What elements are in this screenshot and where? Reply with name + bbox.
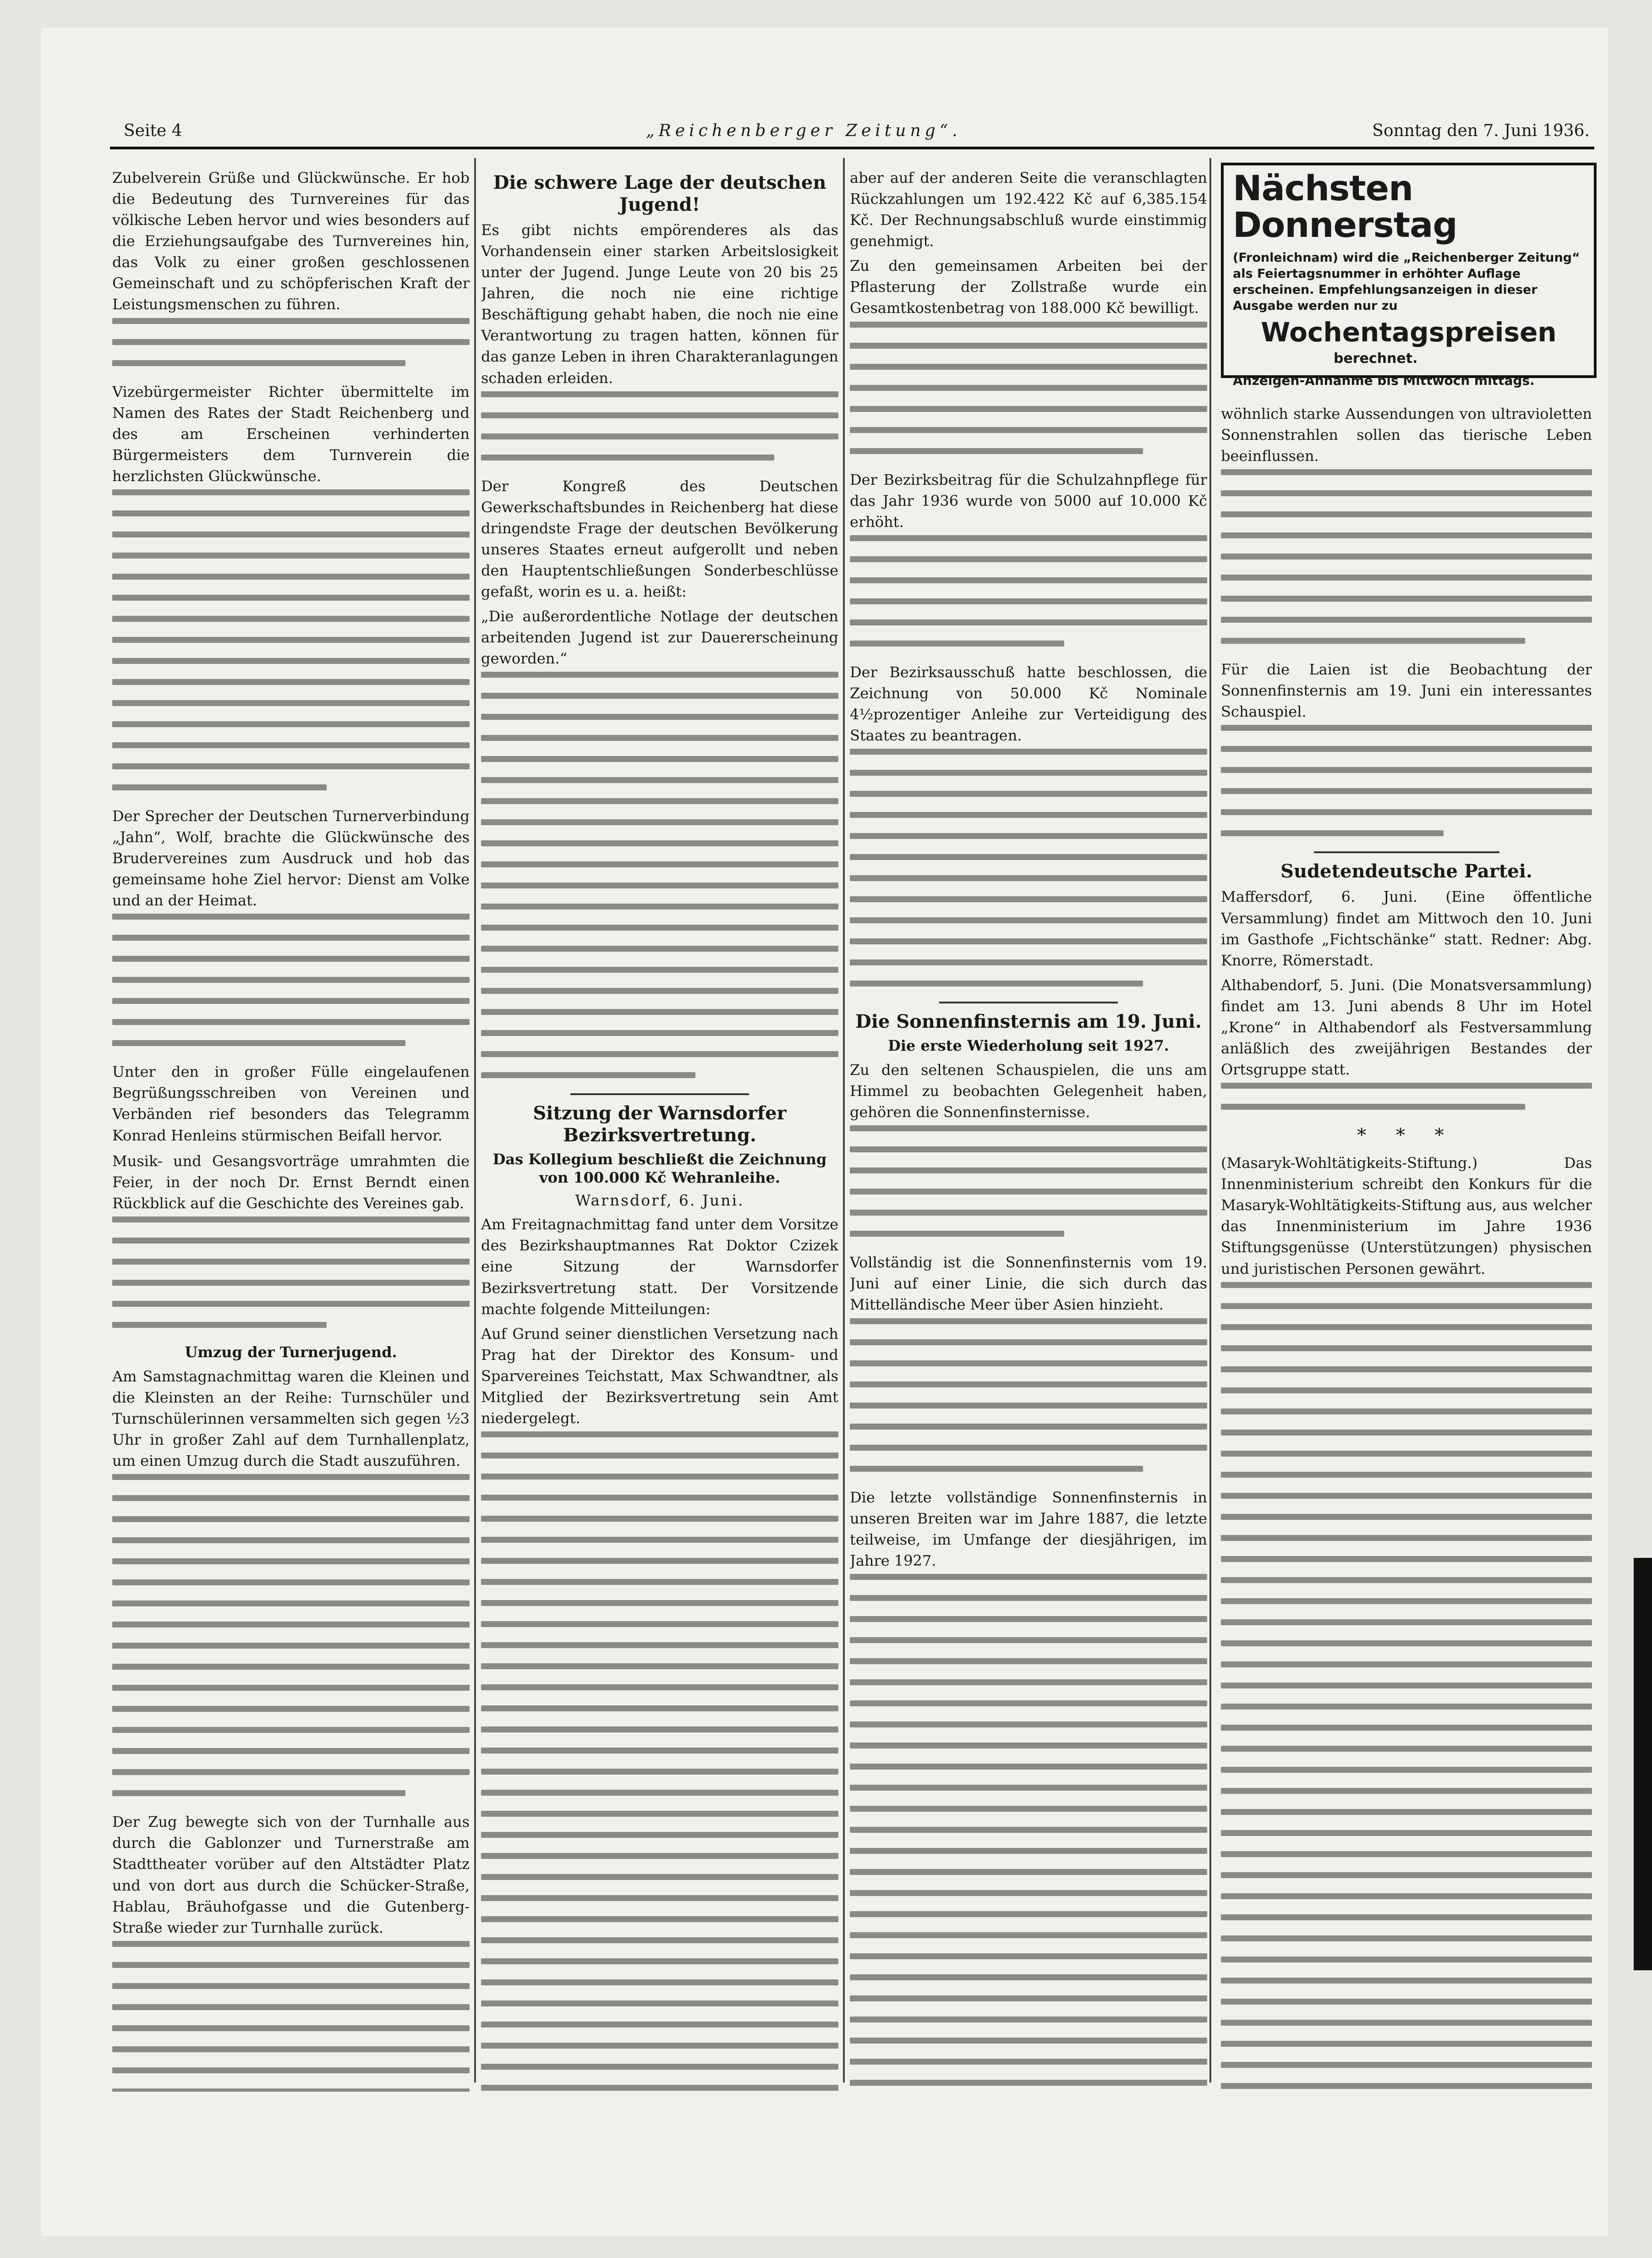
article-paragraph: Vizebürgermeister Richter übermittelte im Namen des Rates der Stadt Reichenberg und des am Erscheinen verhinderten Bürgermeisters dem Turnverein die herzlichsten Glückwünsche. <box>112 383 470 485</box>
article-paragraph: Zubelverein Grüße und Glückwünsche. Er hob die Bedeutung des Turnvereines für das völkische Leben hervor und wies besonders auf die Erziehungsaufgabe des Turnvereines hin, das Volk zu einer großen geschlossenen Gemeinschaft und zu schöpferischen Kraft der Leistungsmenschen zu führen. <box>112 169 470 313</box>
article-paragraph: wöhnlich starke Aussendungen von ultravioletten Sonnenstrahlen sollen das tierische Leben beeinflussen. <box>1221 405 1592 465</box>
article-paragraph: Vollständig ist die Sonnenfinsternis vom 19. Juni auf einer Linie, die sich durch das Mittelländische Meer über Asien hinzieht. <box>850 1254 1207 1314</box>
text-lines <box>481 391 838 460</box>
page-header <box>124 121 1594 144</box>
article-subheading: Das Kollegium beschließt die Zeichnung von 100.000 Kč Wehranleihe. <box>492 1151 827 1187</box>
column-divider <box>474 158 476 2083</box>
text-lines <box>850 1574 1207 2092</box>
advertisement-box <box>1221 163 1597 388</box>
column-divider <box>1209 158 1211 2083</box>
text-lines <box>481 1431 838 2091</box>
text-lines <box>1221 1083 1592 1110</box>
article-paragraph: Es gibt nichts empörenderes als das Vorhandensein einer starken Arbeitslosigkeit unter der Jugend. Junge Leute von 20 bis 25 Jahren, die noch nie eine richtige Beschäftigung gehabt haben, die noch nie eine Verantwortung zu tragen hatten, können für das ganze Leben in ihren Charakteranlagungen schaden erleiden. <box>481 221 838 387</box>
text-lines <box>112 914 470 1046</box>
text-lines <box>1221 1282 1592 2099</box>
section-separator <box>939 1002 1118 1003</box>
page-number: Seite 4 <box>124 121 182 140</box>
article-paragraph: Unter den in großer Fülle eingelaufenen Begrüßungsschreiben von Vereinen und Verbänden rief besonders das Telegramm Konrad Henleins stürmischen Beifall hervor. <box>112 1063 470 1144</box>
article-paragraph: Musik- und Gesangsvorträge umrahmten die Feier, in der noch Dr. Ernst Berndt einen Rückblick auf die Geschichte des Vereines gab. <box>112 1152 470 1212</box>
ad-text: (Fronleichnam) wird die „Reichenberger Zeitung“ als Feiertagsnummer in erhöhter Auflage erscheinen. Empfehlungsanzeigen in dieser Ausgabe werden nur zu <box>1233 250 1580 313</box>
section-separator <box>570 1093 749 1095</box>
section-stars: * * * <box>1357 1125 1456 1146</box>
text-lines <box>112 1217 470 1328</box>
article-headline: Sitzung der Warnsdorfer Bezirksvertretung. <box>533 1102 787 1146</box>
article-paragraph: „Die außerordentliche Notlage der deutschen arbeitenden Jugend ist zur Dauererscheinung geworden.“ <box>481 608 838 668</box>
column-3 <box>850 167 1207 2092</box>
article-paragraph: Für die Laien ist die Beobachtung der Sonnenfinsternis am 19. Juni ein interessantes Schauspiel. <box>1221 661 1592 721</box>
article-paragraph: Althabendorf, 5. Juni. (Die Monatsversammlung) findet am 13. Juni abends 8 Uhr im Hotel „Krone“ in Althabendorf als Festversammlung anläßlich des zweijährigen Bestandes der Ortsgruppe statt. <box>1221 976 1592 1079</box>
article-paragraph: Am Freitagnachmittag fand unter dem Vorsitze des Bezirkshauptmannes Rat Doktor Czizek eine Sitzung der Warnsdorfer Bezirksvertretung statt. Der Vorsitzende machte folgende Mitteilungen: <box>481 1216 838 1318</box>
issue-date: Sonntag den 7. Juni 1936. <box>1372 121 1590 140</box>
article-paragraph: aber auf der anderen Seite die veranschlagten Rückzahlungen um 192.422 Kč auf 6,385.154 Kč. Der Rechnungsabschluß wurde einstimmig genehmigt. <box>850 169 1207 250</box>
article-subheading: Die erste Wiederholung seit 1927. <box>888 1037 1169 1055</box>
header-rule <box>110 147 1594 149</box>
text-lines <box>850 749 1207 987</box>
text-lines <box>850 1125 1207 1237</box>
article-paragraph: Am Samstagnachmittag waren die Kleinen und die Kleinsten an der Reihe: Turnschüler und Turnschülerinnen versammelten sich gegen ½3 Uhr in großer Zahl auf dem Turnhallenplatz, um einen Umzug durch die Stadt auszuführen. <box>112 1367 470 1470</box>
text-lines <box>850 535 1207 647</box>
text-lines <box>1221 725 1592 836</box>
ad-computed-text: berechnet. <box>1334 350 1418 367</box>
article-headline: Die schwere Lage der deutschen Jugend! <box>493 172 826 215</box>
article-paragraph: Der Zug bewegte sich von der Turnhalle aus durch die Gablonzer und Turnerstraße am Stadttheater vorüber auf den Altstädter Platz und von dort aus durch die Schücker-Straße, Hablau, Bräuhofgasse und die Gutenberg-Straße wieder zur Turnhalle zurück. <box>112 1813 470 1936</box>
column-1 <box>112 167 470 2092</box>
text-lines <box>112 1474 470 1796</box>
article-paragraph: Auf Grund seiner dienstlichen Versetzung nach Prag hat der Direktor des Konsum- und Sparvereines Teichstatt, Max Schwandtner, als Mitglied der Bezirksvertretung sein Amt niedergelegt. <box>481 1325 838 1427</box>
article-paragraph: Zu den gemeinsamen Arbeiten bei der Pflasterung der Zollstraße wurde ein Gesamtkostenbetrag von 188.000 Kč bewilligt. <box>850 257 1207 317</box>
newspaper-name: „Reichenberger Zeitung“. <box>646 121 962 140</box>
column-divider <box>843 158 845 2083</box>
section-separator <box>1314 851 1499 853</box>
article-paragraph: Die letzte vollständige Sonnenfinsternis in unseren Breiten war im Jahre 1887, die letzte teilweise, im Umfange der diesjährigen, im Jahre 1927. <box>850 1488 1207 1569</box>
article-headline: Die Sonnenfinsternis am 19. Juni. <box>855 1011 1202 1033</box>
text-lines <box>112 1941 470 2092</box>
dateline: Warnsdorf, 6. Juni. <box>575 1191 744 1210</box>
article-paragraph: Der Kongreß des Deutschen Gewerkschaftsbundes in Reichenberg hat diese dringendste Frage der deutschen Bevölkerung unseres Staates erneut aufgerollt und neben den Hauptentschließungen Sonderbeschlüsse gefaßt, worin es u. a. heißt: <box>481 477 838 601</box>
text-lines <box>112 489 470 790</box>
article-headline: Sudetendeutsche Partei. <box>1280 860 1532 882</box>
column-4 <box>1221 403 1592 2099</box>
ad-headline: Nächsten Donnerstag <box>1233 168 1457 245</box>
text-lines <box>1221 469 1592 644</box>
article-paragraph: Zu den seltenen Schauspielen, die uns am Himmel zu beobachten Gelegenheit haben, gehören die Sonnenfinsternisse. <box>850 1061 1207 1121</box>
article-paragraph: Der Sprecher der Deutschen Turnerverbindung „Jahn“, Wolf, brachte die Glückwünsche des Brudervereines zum Ausdruck und hob das gemeinsame hohe Ziel hervor: Dienst am Volke und an der Heimat. <box>112 807 470 910</box>
article-paragraph: Maffersdorf, 6. Juni. (Eine öffentliche Versammlung) findet am Mittwoch den 10. Juni im Gasthofe „Fichtschänke“ statt. Redner: Abg. Knorre, Römerstadt. <box>1221 888 1592 969</box>
article-paragraph: (Masaryk-Wohltätigkeits-Stiftung.) Das Innenministerium schreibt den Konkurs für die Masaryk-Wohltätigkeits-Stiftung aus, aus welcher das Innenministerium im Jahre 1936 Stiftungsgenüsse (Unterstützungen) physischen und juristischen Personen gewährt. <box>1221 1154 1592 1277</box>
text-lines <box>850 1318 1207 1472</box>
article-paragraph: Der Bezirksbeitrag für die Schulzahnpflege für das Jahr 1936 wurde von 5000 auf 10.000 Kč erhöht. <box>850 471 1207 531</box>
section-subheading: Umzug der Turnerjugend. <box>185 1343 397 1361</box>
text-lines <box>850 322 1207 454</box>
ad-price-label: Wochentagspreisen <box>1261 316 1557 348</box>
scan-edge-shadow <box>1634 1558 1652 1970</box>
text-lines <box>481 672 838 1078</box>
ad-footer: Anzeigen-Annahme bis Mittwoch mittags. <box>1233 373 1535 388</box>
text-lines <box>112 318 470 366</box>
column-2 <box>481 167 838 2092</box>
article-paragraph: Der Bezirksausschuß hatte beschlossen, die Zeichnung von 50.000 Kč Nominale 4½prozentiger Anleihe zur Verteidigung des Staates zu beantragen. <box>850 663 1207 745</box>
